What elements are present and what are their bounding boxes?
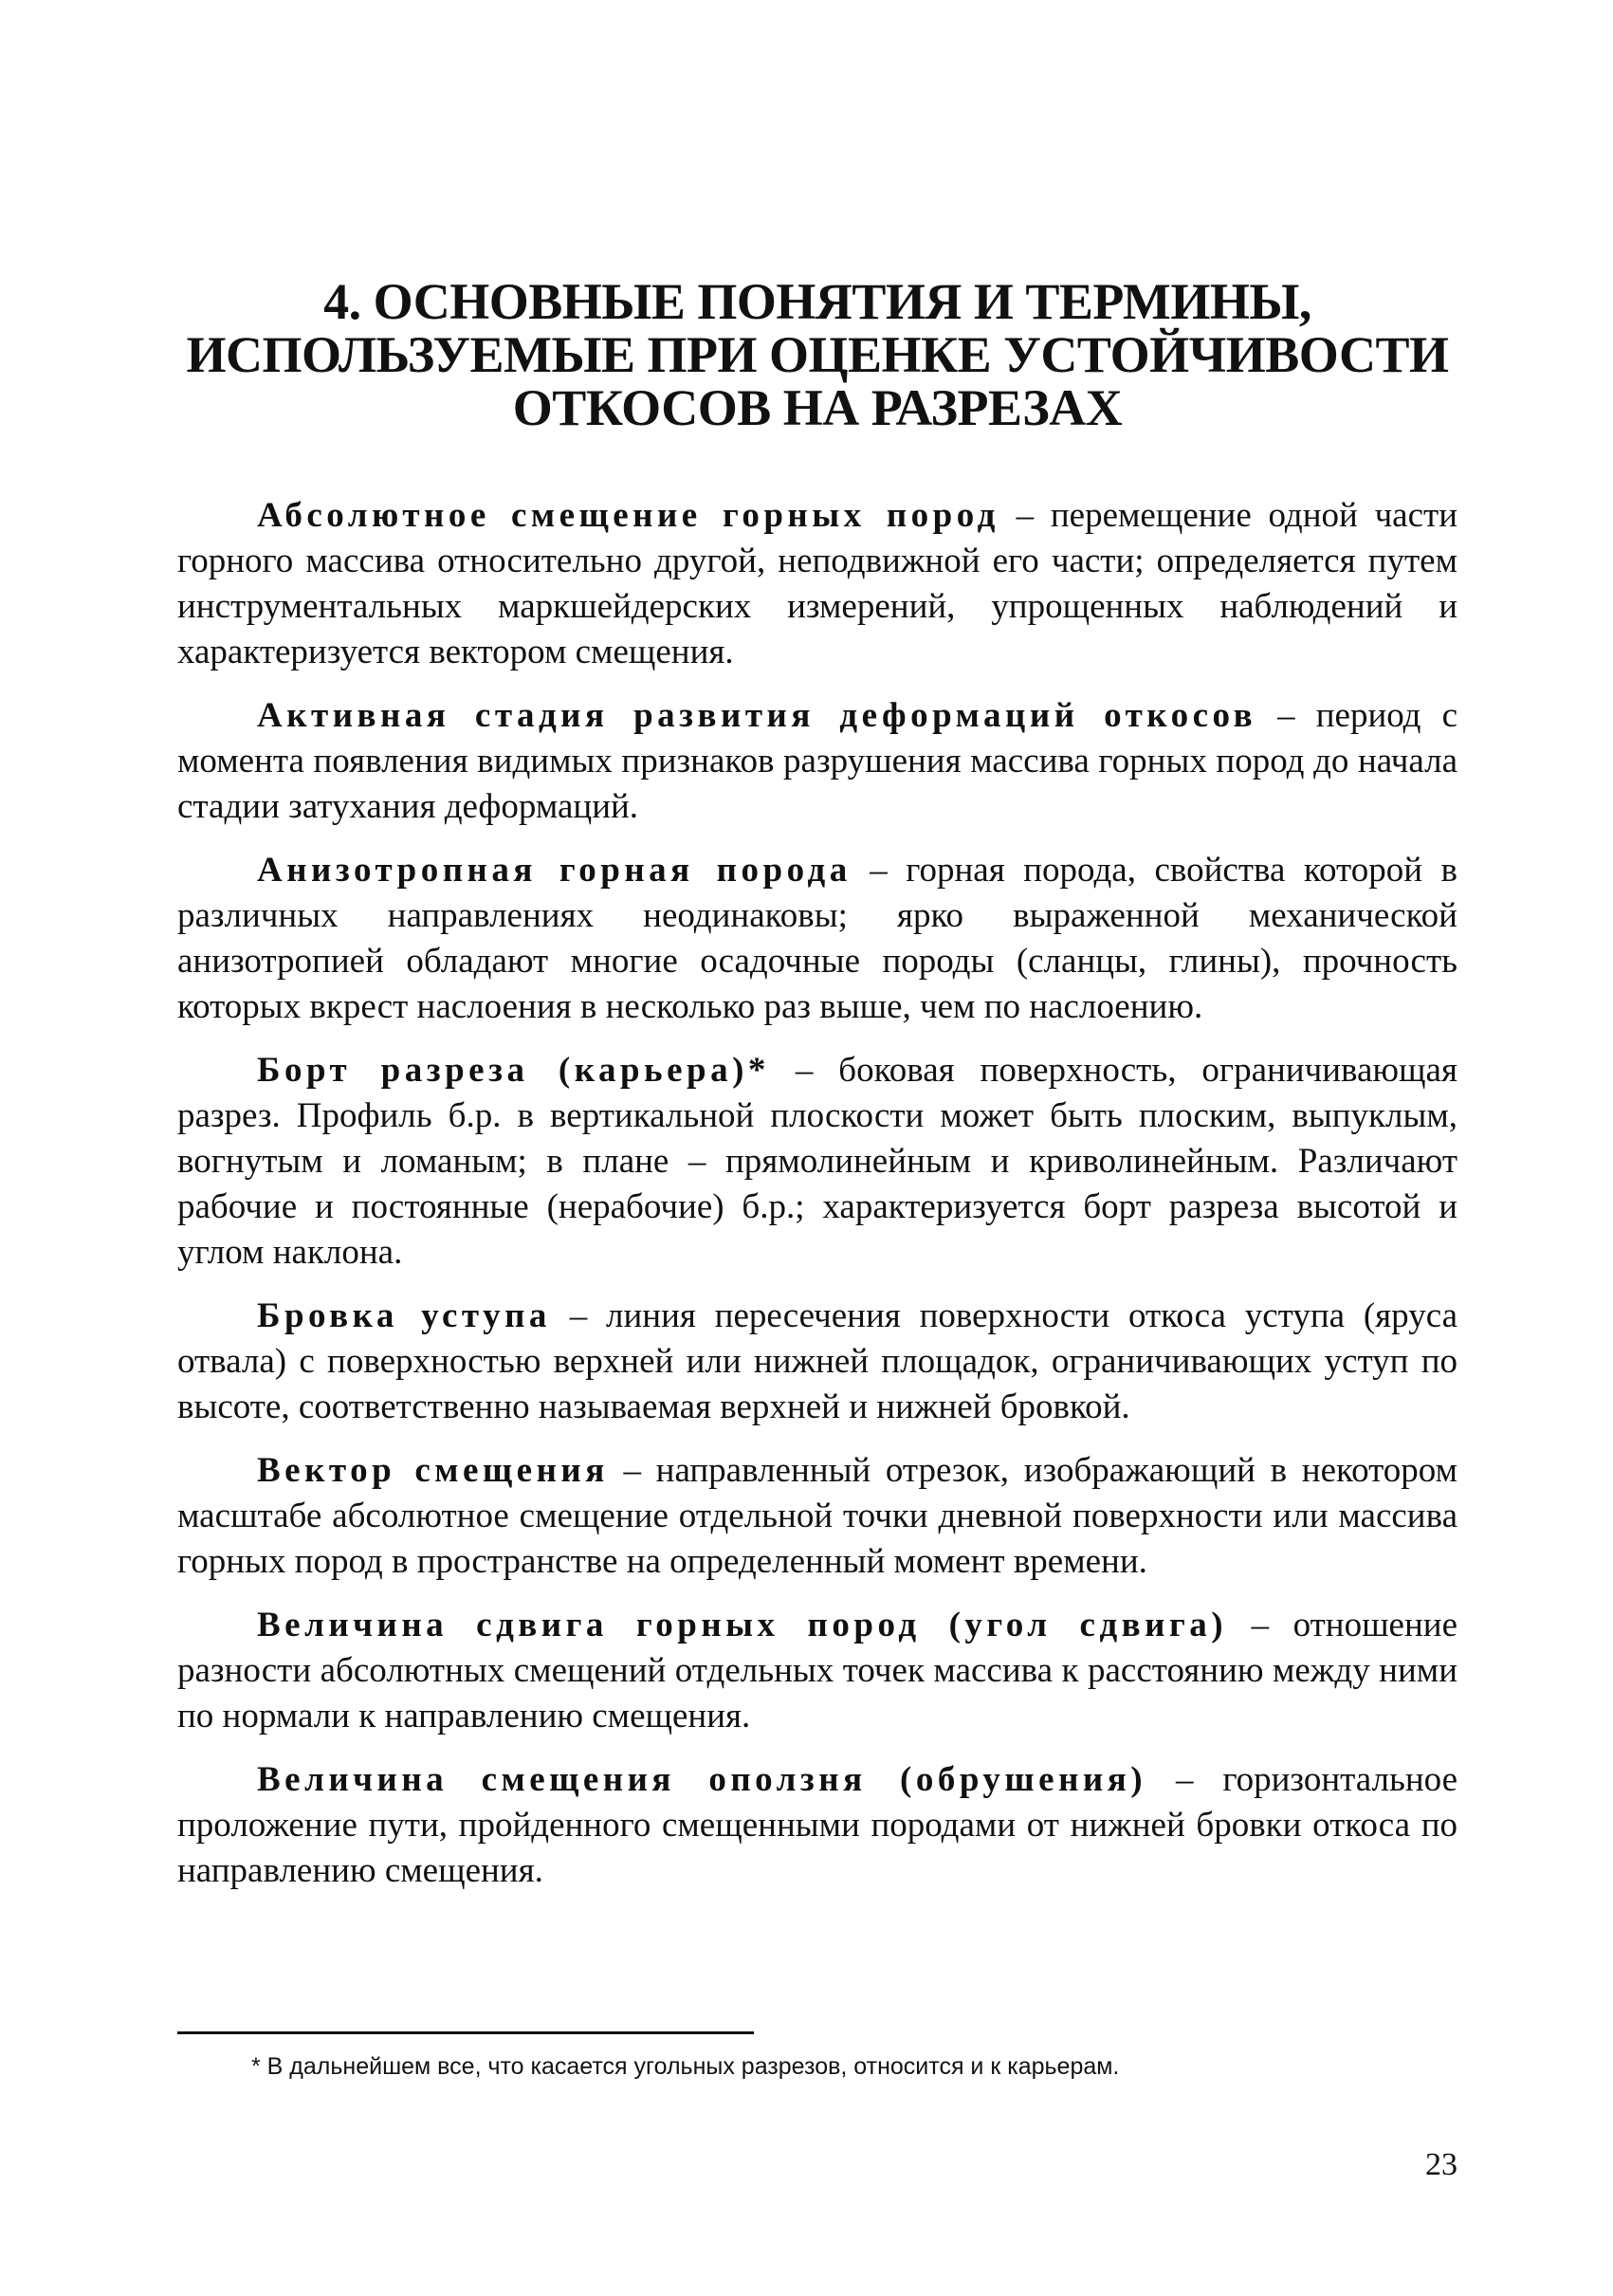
term-name: Бровка уступа (257, 1296, 551, 1335)
page-number: 23 (1425, 2147, 1457, 2182)
term-definition: – перемещение одной части горного массива относительно другой, неподвижной его части; определяется путем инструментальных маркшейдерских измерений, упрощенных наблюдений и характеризуется вектором смещения. (177, 496, 1457, 671)
book-page (177, 0, 1457, 2296)
glossary-entry (177, 1603, 1457, 1739)
term-definition: – горизонтальное проложение пути, пройденного смещенными породами от нижней бровки откоса по направлению смещения. (177, 1760, 1458, 1890)
footnote-divider (177, 2031, 754, 2034)
chapter-title-line-1: 4. ОСНОВНЫЕ ПОНЯТИЯ И ТЕРМИНЫ, (323, 273, 1311, 330)
glossary-entry (177, 1757, 1457, 1894)
glossary-entry (177, 1294, 1457, 1430)
term-definition: – период с момента появления видимых признаков разрушения массива горных пород до начала стадии затухания деформаций. (177, 696, 1457, 826)
term-name: Величина сдвига горных пород (угол сдвига) (257, 1606, 1228, 1644)
footnote: * В дальнейшем все, что касается угольных разрезов, относится и к карьерам. (251, 2053, 1120, 2080)
glossary-entry (177, 848, 1457, 1030)
glossary-entry (177, 1448, 1457, 1585)
chapter-title-line-3: ОТКОСОВ НА РАЗРЕЗАХ (512, 379, 1123, 436)
chapter-title-line-2: ИСПОЛЬЗУЕМЫЕ ПРИ ОЦЕНКЕ УСТОЙЧИВОСТИ (186, 326, 1449, 383)
term-definition: – отношение разности абсолютных смещений отдельных точек массива к расстоянию между ними по нормали к направлению смещения. (177, 1606, 1458, 1736)
glossary-list (177, 493, 1457, 1894)
term-definition: – направленный отрезок, изображающий в некотором масштабе абсолютное смещение отдельной точки дневной поверхности или массива горных пород в пространстве на определенный момент времени. (177, 1451, 1457, 1581)
term-definition: – горная порода, свойства которой в различных направлениях неодинаковы; ярко выраженной механической анизотропией обладают многие осадочные породы (сланцы, глины), прочность которых вкрест наслоения в несколько раз выше, чем по наслоению. (177, 851, 1457, 1026)
term-name: Вектор смещения (257, 1451, 609, 1490)
glossary-entry (177, 693, 1457, 830)
glossary-entry (177, 493, 1457, 675)
term-name: Анизотропная горная порода (257, 851, 852, 890)
term-name: Величина смещения оползня (обрушения) (257, 1760, 1147, 1799)
glossary-entry (177, 1048, 1457, 1276)
term-definition: – боковая поверхность, ограничивающая разрез. Профиль б.р. в вертикальной плоскости может быть плоским, выпуклым, вогнутым и ломаным; в плане – прямолинейным и криволинейным. Различают рабочие и постоянные (нерабочие) б.р.; характеризуется борт разреза высотой и углом наклона. (177, 1051, 1457, 1272)
term-name: Борт разреза (карьера)* (257, 1051, 770, 1090)
term-name: Абсолютное смещение горных пород (257, 496, 999, 535)
term-definition: – линия пересечения поверхности откоса уступа (яруса отвала) с поверхностью верхней или нижней площадок, ограничивающих уступ по высоте, соответственно называемая верхней и нижней бровкой. (177, 1296, 1457, 1426)
term-name: Активная стадия развития деформаций откосов (257, 696, 1257, 735)
chapter-title (177, 0, 1457, 434)
